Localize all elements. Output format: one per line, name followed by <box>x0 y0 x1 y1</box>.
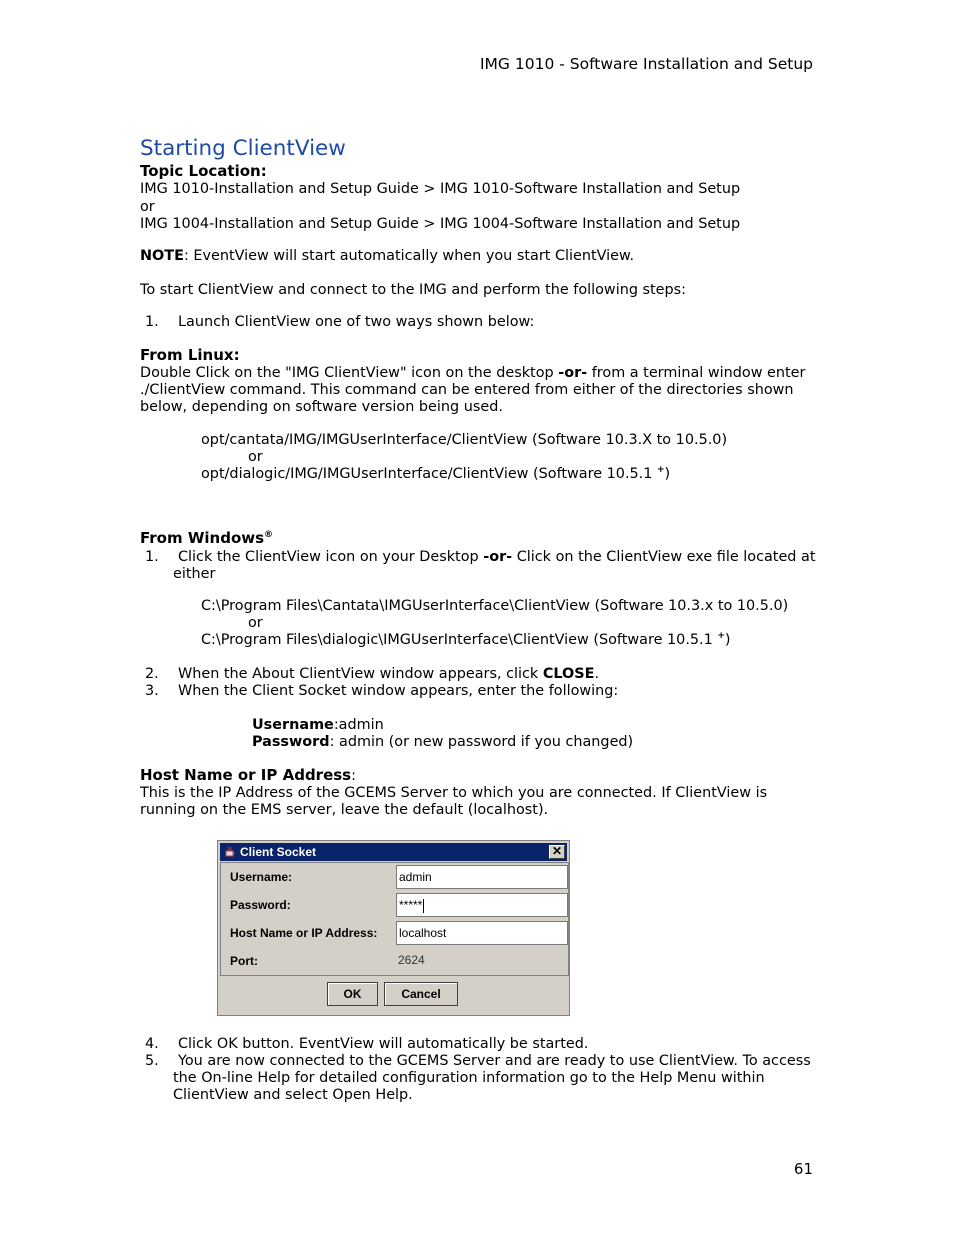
credential-password: Password: admin (or new password if you changed) <box>252 734 634 750</box>
close-icon[interactable]: ✕ <box>549 845 565 859</box>
intro-text: To start ClientView and connect to the IMG and perform the following steps: <box>140 282 686 298</box>
step-text: Launch ClientView one of two ways shown below: <box>178 314 535 330</box>
topic-heading: Topic Location: <box>140 162 267 180</box>
step-4: 4. Click OK button. EventView will automatically be started. <box>145 1036 589 1052</box>
password-row <box>221 891 568 919</box>
client-socket-dialog <box>217 840 570 1016</box>
dialog-form <box>220 862 569 976</box>
step-5: 5. You are now connected to the GCEMS Server and are ready to use ClientView. To access <box>145 1053 811 1069</box>
host-heading: Host Name or IP Address: <box>140 766 356 784</box>
windows-heading: From Windows® <box>140 529 274 547</box>
username-row <box>221 863 568 891</box>
windows-step-2: 2. When the About ClientView window appears, click CLOSE. <box>145 666 600 682</box>
linux-paragraph-line-3: below, depending on software version being used. <box>140 399 503 415</box>
windows-path-or: or <box>248 615 263 631</box>
port-label: Port: <box>230 954 258 968</box>
linux-path-2: opt/dialogic/IMG/IMGUserInterface/ClientView (Software 10.5.1 +) <box>201 465 671 482</box>
port-value: 2624 <box>398 953 425 967</box>
windows-path-2: C:\Program Files\dialogic\IMGUserInterface\ClientView (Software 10.5.1 +) <box>201 631 731 648</box>
host-label: Host Name or IP Address: <box>230 926 378 940</box>
password-input[interactable]: ***** <box>396 893 568 917</box>
linux-paragraph-line-2: ./ClientView command. This command can be entered from either of the directories shown <box>140 382 794 398</box>
host-line-2: running on the EMS server, leave the default (localhost). <box>140 802 549 818</box>
host-input[interactable]: localhost <box>396 921 568 945</box>
cancel-button[interactable]: Cancel <box>384 982 458 1006</box>
linux-paragraph-line-1: Double Click on the "IMG ClientView" icon on the desktop -or- from a terminal window enter <box>140 365 806 381</box>
step-number: 1. <box>145 314 159 330</box>
topic-line-1: IMG 1010-Installation and Setup Guide > IMG 1010-Software Installation and Setup <box>140 181 741 197</box>
windows-step-1-cont: either <box>173 566 216 582</box>
note-text: : EventView will start automatically when you start ClientView. <box>183 248 635 264</box>
note-paragraph <box>140 248 634 265</box>
windows-path-1: C:\Program Files\Cantata\IMGUserInterface\ClientView (Software 10.3.x to 10.5.0) <box>201 598 789 614</box>
windows-step-1: 1. Click the ClientView icon on your Desktop -or- Click on the ClientView exe file located at <box>145 549 816 565</box>
linux-heading: From Linux: <box>140 346 240 364</box>
topic-line-2: IMG 1004-Installation and Setup Guide > IMG 1004-Software Installation and Setup <box>140 216 741 232</box>
credential-username: Username:admin <box>252 717 384 733</box>
text-caret <box>423 899 424 913</box>
note-label: NOTE <box>140 248 184 264</box>
username-label: Username: <box>230 870 293 884</box>
ok-button[interactable]: OK <box>327 982 378 1006</box>
host-row <box>221 919 568 947</box>
username-input[interactable]: admin <box>396 865 568 889</box>
windows-step-3: 3. When the Client Socket window appears, enter the following: <box>145 683 619 699</box>
page-title: Starting ClientView <box>140 136 346 161</box>
running-header: IMG 1010 - Software Installation and Setup <box>479 55 813 73</box>
linux-path-or: or <box>248 449 263 465</box>
page-number: 61 <box>793 1160 813 1178</box>
dialog-title: Client Socket <box>240 845 317 859</box>
step-5-line-2: the On-line Help for detailed configuration information go to the Help Menu within <box>173 1070 765 1086</box>
port-row <box>221 947 568 975</box>
step-5-line-3: ClientView and select Open Help. <box>173 1087 413 1103</box>
topic-or: or <box>140 199 155 215</box>
dialog-title-bar <box>220 843 567 861</box>
password-label: Password: <box>230 898 291 912</box>
host-line-1: This is the IP Address of the GCEMS Server to which you are connected. If ClientView is <box>140 785 768 801</box>
linux-path-1: opt/cantata/IMG/IMGUserInterface/ClientView (Software 10.3.X to 10.5.0) <box>201 432 728 448</box>
step-1 <box>145 314 534 331</box>
java-cup-icon <box>224 846 236 858</box>
